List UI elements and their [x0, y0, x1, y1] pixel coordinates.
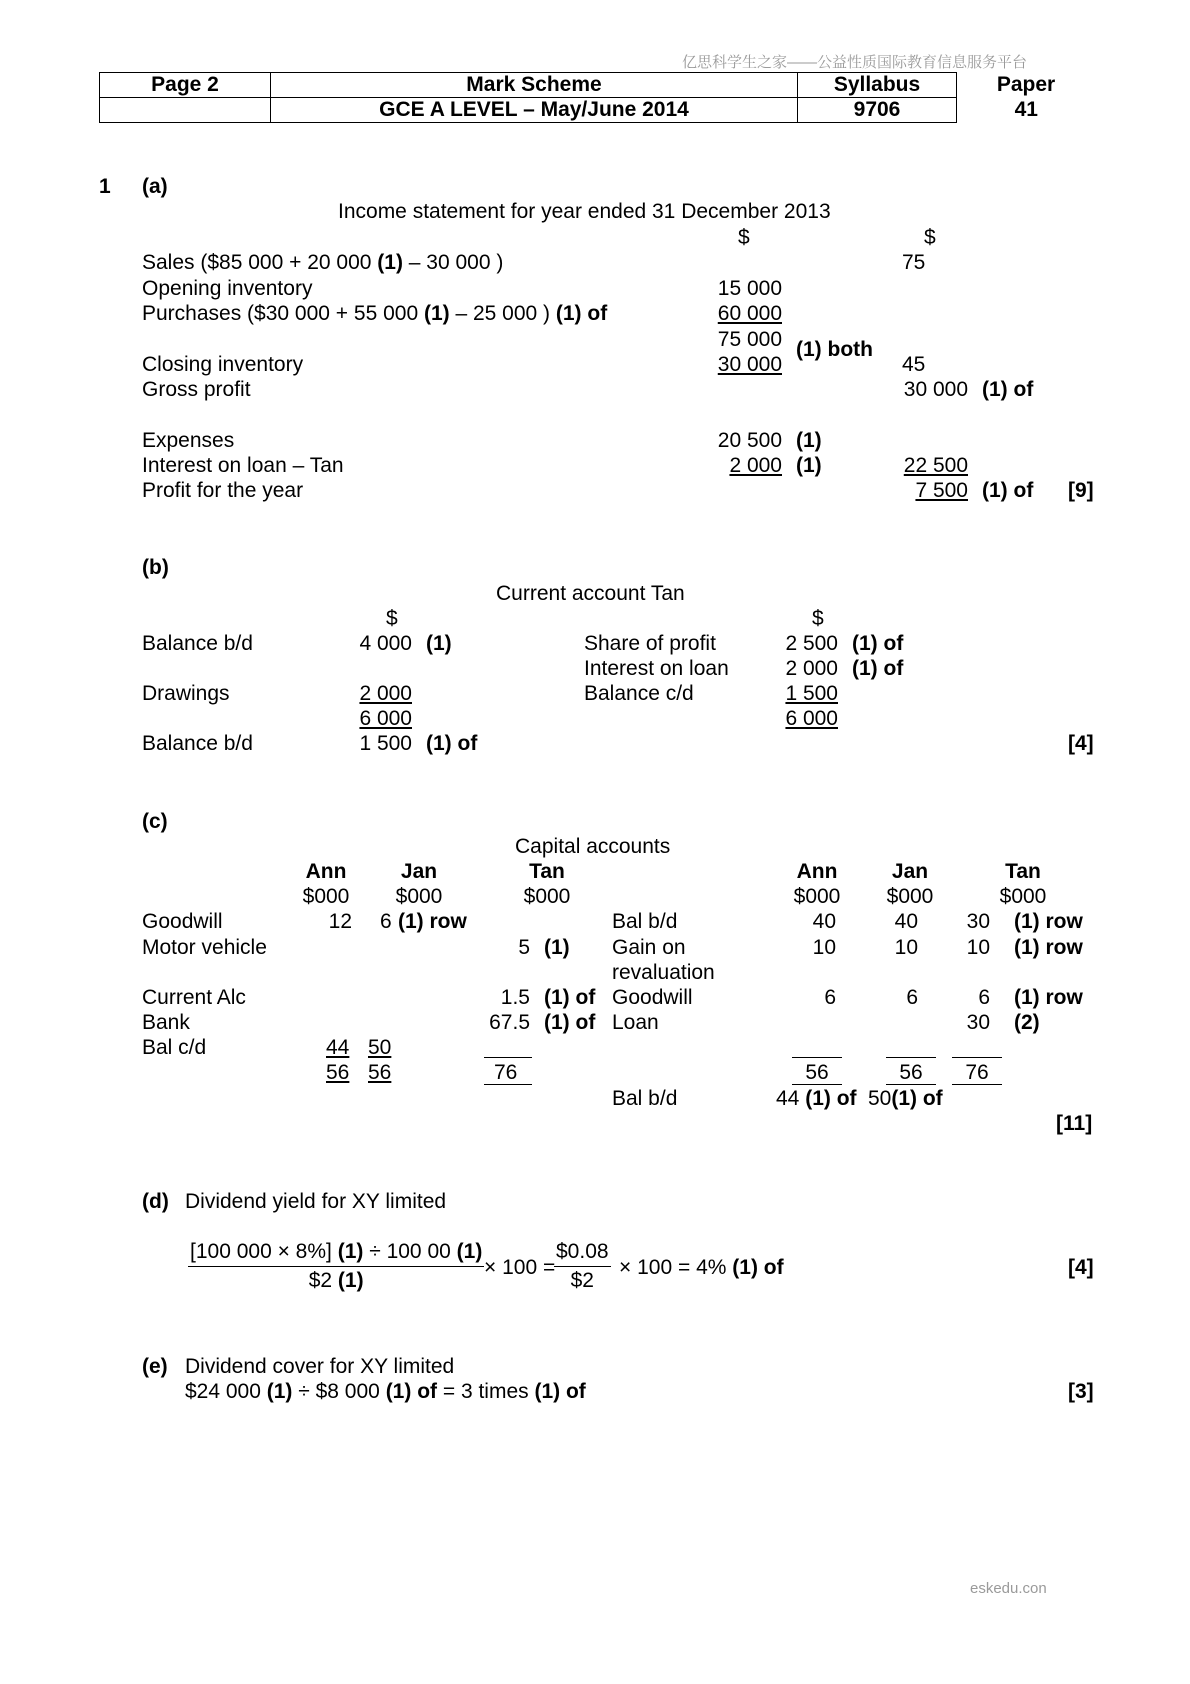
part-a-marks: [9] — [1068, 479, 1094, 502]
part-b-marks: [4] — [1068, 732, 1094, 755]
current-dollar-left: $ — [386, 607, 398, 630]
b-interest-mark: (1) of — [852, 657, 904, 680]
b-balance-cd-value: 1 500 — [785, 682, 838, 705]
header-blank — [100, 98, 271, 123]
b-balance-bd-value: 4 000 — [359, 632, 412, 655]
dividend-cover-calc: $24 000 (1) ÷ $8 000 (1) of = 3 times (1) of — [185, 1380, 586, 1403]
part-e-marks: [3] — [1068, 1380, 1094, 1403]
c-right-jan-head: Jan — [891, 860, 929, 883]
c-bank-label: Bank — [142, 1011, 190, 1034]
c-r-ann-rule — [792, 1057, 842, 1058]
c-left-ann-head: Ann — [305, 860, 347, 883]
c-r-gain-label1: Gain on — [612, 936, 686, 959]
gross-profit-mark: (1) of — [982, 378, 1034, 401]
capital-accounts-title: Capital accounts — [515, 835, 671, 858]
c-motor-mark: (1) — [544, 936, 570, 959]
purchases-line: Purchases ($30 000 + 55 000 (1) – 25 000 ) (1) of — [142, 302, 608, 325]
c-r-total-tan: 76 — [965, 1061, 989, 1084]
c-unit-3: $000 — [523, 885, 571, 908]
gross-profit-label: Gross profit — [142, 378, 251, 401]
c-bank-tan: 67.5 — [489, 1011, 530, 1034]
c-goodwill-mark: (1) row — [398, 910, 467, 933]
c-r-balbd2-ann-line: 44 (1) of — [776, 1087, 857, 1110]
header-syllabus: 9706 — [798, 98, 957, 123]
share-profit-value: 2 500 — [785, 632, 838, 655]
c-balcd-jan: 50 — [368, 1036, 392, 1059]
c-r-loan-mark: (2) — [1014, 1011, 1040, 1034]
question-number: 1 — [99, 175, 111, 198]
c-current-mark: (1) of — [544, 986, 596, 1009]
c-current-tan: 1.5 — [500, 986, 530, 1009]
c-r-balbd-tan: 30 — [966, 910, 990, 933]
part-c-marks: [11] — [1056, 1112, 1093, 1135]
b-total-left: 6 000 — [359, 707, 412, 730]
c-r-balbd2-jan-line: 50(1) of — [868, 1087, 943, 1110]
c-r-tan-rule2 — [952, 1084, 1002, 1085]
part-d-marks: [4] — [1068, 1256, 1094, 1279]
header-paper: 41 — [1014, 98, 1038, 121]
c-left-tan-rule2 — [484, 1084, 532, 1085]
sales-line: Sales ($85 000 + 20 000 (1) – 30 000 ) — [142, 251, 504, 274]
c-r-balbd-label: Bal b/d — [612, 910, 678, 933]
c-r-balbd-jan: 40 — [894, 910, 918, 933]
profit-year-label: Profit for the year — [142, 479, 304, 502]
c-left-tan-rule — [484, 1057, 532, 1058]
drawings-label: Drawings — [142, 682, 230, 705]
yield-frac2-denominator: $2 — [570, 1269, 594, 1292]
opening-inventory-value: 15 000 — [717, 277, 782, 300]
c-r-ann-rule2 — [792, 1084, 842, 1085]
part-e-label: (e) — [142, 1355, 168, 1378]
yield-result: × 100 = 4% (1) of — [619, 1256, 784, 1279]
b-balance-bd2-value: 1 500 — [359, 732, 412, 755]
c-r-goodwill-tan: 6 — [978, 986, 990, 1009]
b-total-right: 6 000 — [785, 707, 838, 730]
header-page: Page 2 — [100, 73, 271, 98]
gross-profit-value: 30 000 — [903, 378, 968, 401]
dividend-yield-title: Dividend yield for XY limited — [185, 1190, 447, 1213]
c-goodwill-jan: 6 — [380, 910, 392, 933]
watermark-bottom: eskedu.con — [970, 1580, 1047, 1597]
c-r-gain-jan: 10 — [894, 936, 918, 959]
c-right-tan-head: Tan — [1005, 860, 1041, 883]
c-goodwill-ann: 12 — [328, 910, 352, 933]
b-balance-bd-mark: (1) — [426, 632, 452, 655]
c-motor-tan: 5 — [518, 936, 530, 959]
c-motor-label: Motor vehicle — [142, 936, 267, 959]
c-r-loan-label: Loan — [612, 1011, 659, 1034]
interest-loan-value: 2 000 — [729, 454, 782, 477]
c-left-jan-head: Jan — [400, 860, 438, 883]
c-r-loan-tan: 30 — [966, 1011, 990, 1034]
c-unit-2: $000 — [395, 885, 443, 908]
expenses-value: 20 500 — [717, 429, 782, 452]
c-r-goodwill-label: Goodwill — [612, 986, 693, 1009]
c-balcd-ann: 44 — [326, 1036, 350, 1059]
watermark-top: 亿思科学生之家——公益性质国际教育信息服务平台 — [682, 54, 1028, 71]
header-exam: GCE A LEVEL – May/June 2014 — [271, 98, 798, 123]
header-paper-label: Paper — [996, 73, 1056, 96]
purchases-value: 60 000 — [717, 302, 782, 325]
interest-loan-mark: (1) — [796, 454, 822, 477]
c-total-jan: 56 — [368, 1061, 392, 1084]
part-c-label: (c) — [142, 810, 168, 833]
header-syllabus-label: Syllabus — [798, 73, 957, 98]
c-r-goodwill-ann: 6 — [824, 986, 836, 1009]
c-unit-5: $000 — [886, 885, 934, 908]
c-r-gain-mark: (1) row — [1014, 936, 1083, 959]
header-table — [99, 72, 1096, 123]
sales-value: 75 — [902, 251, 926, 274]
b-interest-value: 2 000 — [785, 657, 838, 680]
c-left-tan-head: Tan — [529, 860, 565, 883]
b-balance-bd2-mark: (1) of — [426, 732, 478, 755]
profit-year-mark: (1) of — [982, 479, 1034, 502]
subtotal-value: 75 000 — [717, 328, 782, 351]
interest-total-value: 22 500 — [903, 454, 968, 477]
part-a-label: (a) — [142, 175, 168, 198]
c-r-gain-label2: revaluation — [612, 961, 715, 984]
c-current-label: Current Alc — [142, 986, 246, 1009]
b-interest-label: Interest on loan — [584, 657, 729, 680]
drawings-value: 2 000 — [359, 682, 412, 705]
b-balance-bd-label: Balance b/d — [142, 632, 253, 655]
yield-denominator: $2 (1) — [308, 1269, 364, 1292]
b-balance-bd2-label: Balance b/d — [142, 732, 253, 755]
expenses-label: Expenses — [142, 429, 235, 452]
opening-inventory-label: Opening inventory — [142, 277, 313, 300]
c-unit-4: $000 — [793, 885, 841, 908]
part-b-label: (b) — [142, 556, 169, 579]
c-r-gain-tan: 10 — [966, 936, 990, 959]
c-r-goodwill-mark: (1) row — [1014, 986, 1083, 1009]
yield-fraction-1 — [188, 1240, 484, 1293]
c-bank-mark: (1) of — [544, 1011, 596, 1034]
yield-numerator: [100 000 × 8%] (1) ÷ 100 00 (1) — [188, 1240, 484, 1267]
profit-year-value: 7 500 — [915, 479, 968, 502]
header-title: Mark Scheme — [271, 73, 798, 98]
yield-times-1: × 100 = — [484, 1256, 556, 1279]
c-r-tan-rule — [952, 1057, 1002, 1058]
dividend-cover-title: Dividend cover for XY limited — [185, 1355, 455, 1378]
b-balance-cd-label: Balance c/d — [584, 682, 694, 705]
yield-frac2-numerator: $0.08 — [554, 1240, 611, 1267]
c-r-balbd-mark: (1) row — [1014, 910, 1083, 933]
current-dollar-right: $ — [812, 607, 824, 630]
closing-result-value: 45 — [902, 353, 926, 376]
share-profit-label: Share of profit — [584, 632, 716, 655]
current-account-title: Current account Tan — [496, 582, 685, 605]
c-unit-1: $000 — [302, 885, 350, 908]
c-r-gain-ann: 10 — [812, 936, 836, 959]
c-r-total-jan: 56 — [899, 1061, 923, 1084]
c-r-jan-rule — [886, 1057, 936, 1058]
both-mark: (1) both — [796, 338, 873, 361]
c-unit-6: $000 — [999, 885, 1047, 908]
c-r-balbd-ann: 40 — [812, 910, 836, 933]
c-r-total-ann: 56 — [805, 1061, 829, 1084]
share-profit-mark: (1) of — [852, 632, 904, 655]
c-total-ann: 56 — [326, 1061, 350, 1084]
c-r-jan-rule2 — [886, 1084, 936, 1085]
expenses-mark: (1) — [796, 429, 822, 452]
income-statement-title: Income statement for year ended 31 December 2013 — [338, 200, 831, 223]
c-r-balbd2-label: Bal b/d — [612, 1087, 678, 1110]
c-r-goodwill-jan: 6 — [906, 986, 918, 1009]
closing-inventory-value: 30 000 — [717, 353, 782, 376]
closing-inventory-label: Closing inventory — [142, 353, 304, 376]
part-d-label: (d) — [142, 1190, 169, 1213]
c-right-ann-head: Ann — [796, 860, 838, 883]
interest-loan-label: Interest on loan – Tan — [142, 454, 344, 477]
income-dollar-col2: $ — [924, 226, 936, 249]
c-total-tan: 76 — [494, 1061, 518, 1084]
c-goodwill-label: Goodwill — [142, 910, 223, 933]
c-balcd-label: Bal c/d — [142, 1036, 207, 1059]
yield-fraction-2 — [554, 1240, 611, 1293]
income-dollar-col1: $ — [738, 226, 750, 249]
